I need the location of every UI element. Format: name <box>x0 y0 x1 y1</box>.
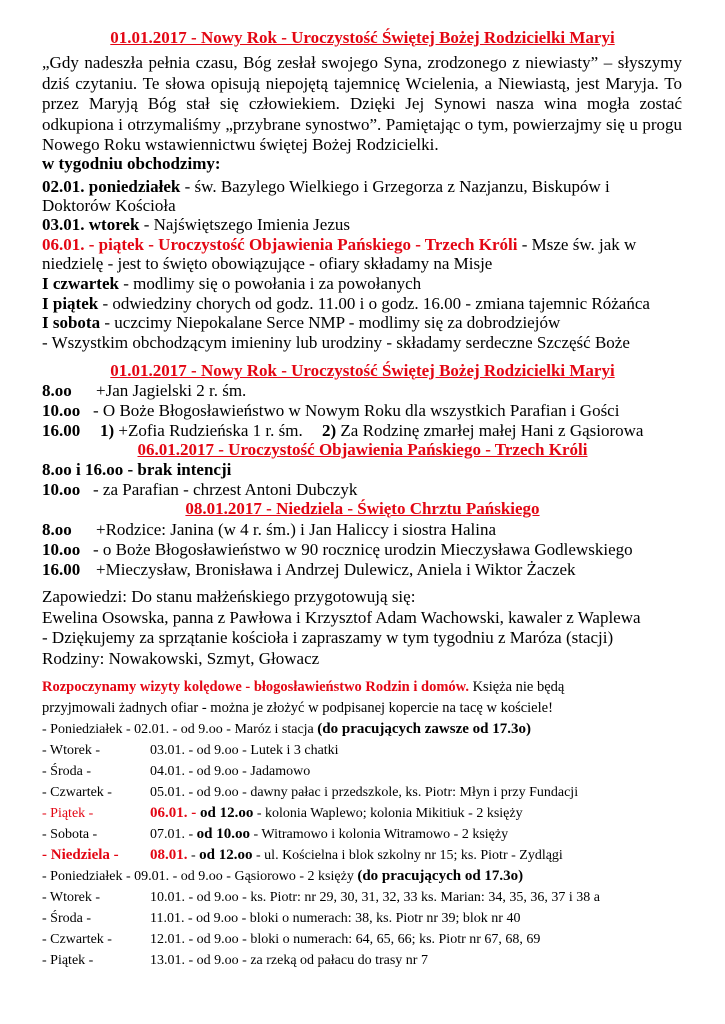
visit-day: - Sobota - <box>42 827 98 842</box>
visit-day: - Niedziela - <box>42 847 119 863</box>
mass-intention: - za Parafian - chrzest Antoni Dubczyk <box>93 480 358 499</box>
week-wishes: - Wszystkim obchodzącym imieniny lub urodziny - składamy serdeczne Szczęść Boże <box>42 333 630 352</box>
header-baptism: 08.01.2017 - Niedziela - Święto Chrztu Pańskiego <box>185 499 540 518</box>
week-day-2-date: 03.01. wtorek <box>42 215 140 234</box>
banns-heading: Zapowiedzi: Do stanu małżeńskiego przygotowują się: <box>42 587 416 606</box>
visit-note: (do pracujących zawsze od 17.3o) <box>317 721 531 737</box>
visit-details: 11.01. - od 9.oo - bloki o numerach: 38, ks. Piotr nr 39; blok nr 40 <box>150 911 521 926</box>
visit-time: od 12.oo <box>196 805 254 821</box>
week-first-thursday <box>42 274 692 294</box>
visit-text: - Poniedziałek - 02.01. - od 9.oo - Maróz i stacja <box>42 722 318 737</box>
header-epiphany: 06.01.2017 - Uroczystość Objawienia Pańskiego - Trzech Króli <box>137 440 588 459</box>
visit-details: 05.01. - od 9.oo - dawny pałac i przedszkole, ks. Piotr: Młyn i przy Fundacji <box>150 785 579 800</box>
visits-intro <box>42 677 692 698</box>
mass-intention-2 <box>322 421 643 441</box>
intro-paragraph: „Gdy nadeszła pełnia czasu, Bóg zesłał swojego Syna, zrodzonego z niewiasty” – słyszymy dziś czytaniu. Te słowa opisują niepojętą tajemnicę Wcielenia, a Niewiastą, jest Maryja. To przez Maryją Bóg stał się człowiekiem. Dzięki Jej Synowi nasza wina mogła zostać odkupiona i otrzymaliśmy „przybrane synostwo”. Pamiętając o tym, powierzajmy się u progu Nowego Roku wstawiennictwu świętej Bożej Rodzicielki. <box>42 53 682 154</box>
visit-row <box>42 929 692 950</box>
week-first-friday <box>42 294 692 314</box>
header-new-year: 01.01.2017 - Nowy Rok - Uroczystość Świętej Bożej Rodzicielki Maryi <box>110 28 615 47</box>
visit-text: - Poniedziałek - 09.01. - od 9.oo - Gąsiorowo - 2 księży <box>42 869 358 884</box>
mass-intention: +Mieczysław, Bronisława i Andrzej Dulewicz, Aniela i Wiktor Żaczek <box>96 560 576 579</box>
visit-time: od 12.oo <box>199 847 253 863</box>
week-day-2-text: - Najświętszego Imienia Jezus <box>139 215 350 234</box>
header-masses-new-year: 01.01.2017 - Nowy Rok - Uroczystość Świętej Bożej Rodzicielki Maryi <box>110 361 615 380</box>
intention-text: +Zofia Rudzieńska 1 r. śm. <box>114 421 303 440</box>
visit-day: - Środa - <box>42 764 91 779</box>
visit-details <box>150 845 563 866</box>
visit-row <box>42 761 692 782</box>
visits-intro-red: Rozpoczynamy wizyty kolędowe - błogosławieństwo Rodzin i domów. <box>42 679 469 695</box>
week-day-1-date: 02.01. poniedziałek <box>42 177 181 196</box>
visit-row <box>42 908 692 929</box>
visit-details: 10.01. - od 9.oo - ks. Piotr: nr 29, 30, 31, 32, 33 ks. Marian: 34, 35, 36, 37 i 38 a <box>150 890 600 905</box>
visit-date: 06.01. - <box>150 805 197 821</box>
banns-couple: Ewelina Osowska, panna z Pawłowa i Krzysztof Adam Wachowski, kawaler z Waplewa <box>42 608 641 627</box>
week-day-1 <box>42 177 682 197</box>
first-saturday-text: - uczcimy Niepokalane Serce NMP - modlimy się za dobrodziejów <box>100 313 561 332</box>
mass-intention: - o Boże Błogosławieństwo w 90 rocznicę urodzin Mieczysława Godlewskiego <box>93 540 633 559</box>
mass-time: 8.oo <box>42 381 72 400</box>
visit-time: od 10.oo <box>196 826 251 842</box>
visit-row <box>42 866 692 887</box>
visit-row <box>42 719 692 740</box>
intention-number: 2) <box>322 421 337 440</box>
visit-place: - Witramowo i kolonia Witramowo - 2 księży <box>250 827 509 842</box>
mass-intention: +Jan Jagielski 2 r. śm. <box>96 381 247 400</box>
first-saturday-label: I sobota <box>42 313 101 332</box>
week-heading: w tygodniu obchodzimy: <box>42 154 221 173</box>
visit-date: 07.01. - <box>150 827 197 842</box>
thanks-cleaning: - Dziękujemy za sprzątanie kościoła i zapraszamy w tym tygodniu z Maróza (stacji) <box>42 628 614 647</box>
week-day-3-cont: niedzielę - jest to święto obowiązujące - ofiary składamy na Misje <box>42 254 493 273</box>
first-thursday-label: I czwartek <box>42 274 119 293</box>
visit-row <box>42 740 692 761</box>
visits-intro-2: przyjmowali żadnych ofiar - można je złożyć w podpisanej kopercie na tacę w kościele! <box>42 700 553 716</box>
mass-time: 8.oo <box>42 520 72 539</box>
visit-day: - Wtorek - <box>42 743 101 758</box>
mass-intention: - O Boże Błogosławieństwo w Nowym Roku dla wszystkich Parafian i Gości <box>93 401 620 420</box>
mass-intention-1 <box>100 421 303 441</box>
visit-sep: - <box>187 848 200 863</box>
visits-intro-rest: Księża nie będą <box>468 679 565 695</box>
visit-row <box>42 803 692 824</box>
visit-day: - Piątek - <box>42 806 94 821</box>
mass-time: 16.00 <box>42 421 81 440</box>
visit-place: - kolonia Waplewo; kolonia Mikitiuk - 2 księży <box>253 806 523 821</box>
visit-details <box>150 803 523 824</box>
mass-time: 10.oo <box>42 401 81 420</box>
visit-row <box>42 950 692 971</box>
visit-day: - Środa - <box>42 911 91 926</box>
mass-time: 16.00 <box>42 560 81 579</box>
week-first-saturday <box>42 313 692 333</box>
first-friday-label: I piątek <box>42 294 99 313</box>
visit-details: 12.01. - od 9.oo - bloki o numerach: 64, 65, 66; ks. Piotr nr 67, 68, 69 <box>150 932 541 947</box>
visit-day: - Czwartek - <box>42 932 112 947</box>
week-day-3 <box>42 235 692 255</box>
mass-row-no-intentions: 8.oo i 16.oo - brak intencji <box>42 460 232 479</box>
mass-time: 10.oo <box>42 480 81 499</box>
visit-details <box>150 824 508 845</box>
visit-details: 04.01. - od 9.oo - Jadamowo <box>150 764 311 779</box>
week-day-1-cont: Doktorów Kościoła <box>42 196 176 215</box>
first-thursday-text: - modlimy się o powołania i za powołanych <box>118 274 422 293</box>
visit-day: - Wtorek - <box>42 890 101 905</box>
visit-row <box>42 845 692 866</box>
visit-note: (do pracujących od 17.3o) <box>357 868 524 884</box>
visit-place: - ul. Kościelna i blok szkolny nr 15; ks. Piotr - Zydlągi <box>252 848 563 863</box>
first-friday-text: - odwiedziny chorych od godz. 11.00 i o godz. 16.00 - zmiana tajemnic Różańca <box>98 294 650 313</box>
visit-day: - Piątek - <box>42 953 94 968</box>
visit-row <box>42 824 692 845</box>
week-day-2 <box>42 215 692 235</box>
visit-row <box>42 887 692 908</box>
mass-time: 10.oo <box>42 540 81 559</box>
visit-row <box>42 782 692 803</box>
mass-intention: +Rodzice: Janina (w 4 r. śm.) i Jan Haliccy i siostra Halina <box>96 520 497 539</box>
visit-details: 03.01. - od 9.oo - Lutek i 3 chatki <box>150 743 339 758</box>
visit-details: 13.01. - od 9.oo - za rzeką od pałacu do trasy nr 7 <box>150 953 428 968</box>
week-day-3-text: - Msze św. jak w <box>517 235 637 254</box>
week-day-3-date: 06.01. - piątek - Uroczystość Objawienia Pańskiego - Trzech Króli <box>42 235 518 254</box>
week-day-1-text: - św. Bazylego Wielkiego i Grzegorza z Nazjanzu, Biskupów i <box>180 177 610 196</box>
intention-number: 1) <box>100 421 115 440</box>
visit-date: 08.01. <box>150 847 188 863</box>
intention-text: Za Rodzinę zmarłej małej Hani z Gąsiorowa <box>336 421 644 440</box>
families-list: Rodziny: Nowakowski, Szmyt, Głowacz <box>42 649 320 668</box>
visit-day: - Czwartek - <box>42 785 112 800</box>
